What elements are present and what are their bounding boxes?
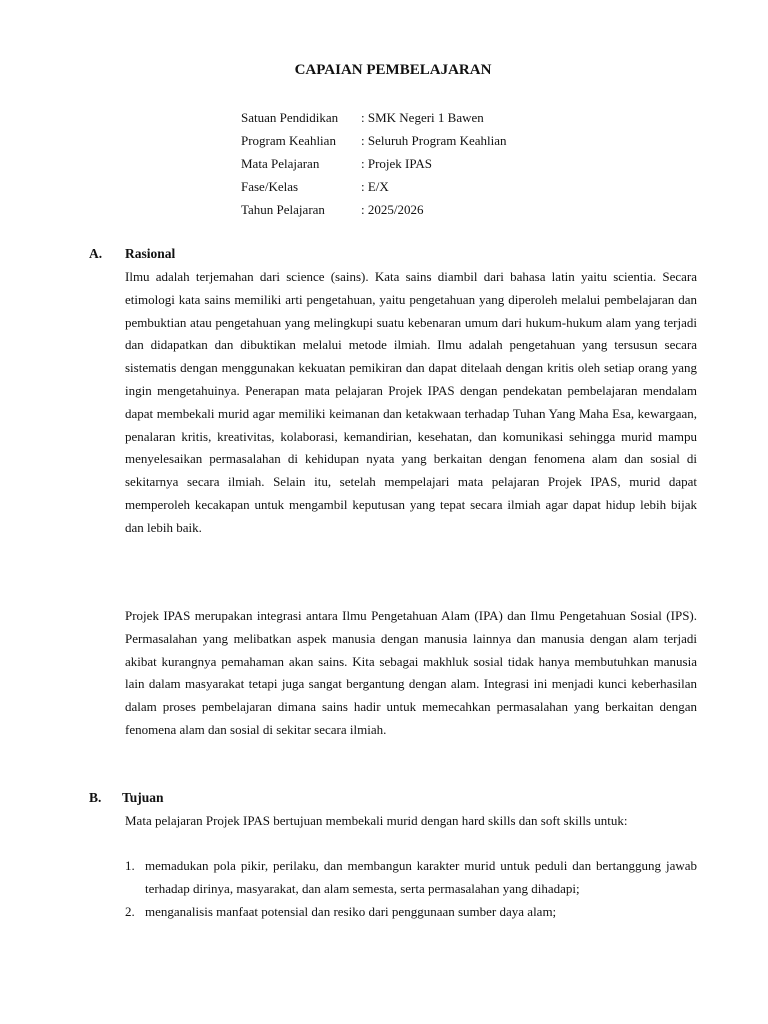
info-label: Mata Pelajaran [241,156,320,171]
tujuan-intro: Mata pelajaran Projek IPAS bertujuan membekali murid dengan hard skills dan soft skills untuk: [125,813,628,828]
info-value: : 2025/2026 [361,202,424,217]
tujuan-list [125,855,697,923]
list-text: menganalisis manfaat potensial dan resiko dari penggunaan sumber daya alam; [145,903,557,919]
info-value: : E/X [361,179,389,194]
section-letter: B. [89,790,102,805]
list-item [125,901,697,924]
section-title: Rasional [125,246,176,261]
info-label: Fase/Kelas [241,179,299,194]
info-row [241,108,507,131]
info-row [241,200,507,223]
list-number: 2. [125,903,135,919]
info-value: : SMK Negeri 1 Bawen [361,110,484,125]
info-row [241,177,507,200]
page-title: CAPAIAN PEMBELAJARAN [294,62,492,78]
rasional-paragraph-1: Ilmu adalah terjemahan dari science (sains). Kata sains diambil dari bahasa latin yaitu scientia. Secara etimologi kata sains memiliki arti pengetahuan, yaitu pengetahuan yang diperoleh melalui pembelajaran dan pembuktian atau pengetahuan yang melingkupi suatu kebenaran umum dari hukum-hukum alam yang terjadi dan didapatkan dan dibuktikan melalui metode ilmiah. Ilmu adalah pengetahuan yang tersusun secara sistematis dengan menggunakan kekuatan pemikiran dan dapat ditelaah dengan kritis oleh setiap orang yang ingin mengetahuinya. Penerapan mata pelajaran Projek IPAS dengan pendekatan pembelajaran mendalam dapat membekali murid agar memiliki keimanan dan ketakwaan terhadap Tuhan Yang Maha Esa, kewargaan, penalaran kritis, kreativitas, kolaborasi, kemandirian, kesehatan, dan komunikasi sehingga murid mampu menyelesaikan permasalahan di kehidupan nyata yang berkaitan dengan fenomena alam dan sosial di sekitarnya secara ilmiah. Selain itu, setelah mempelajari mata pelajaran Projek IPAS, murid dapat memperoleh kecakapan untuk mengambil keputusan yang tepat secara ilmiah agar dapat hidup lebih bijak dan lebih baik. [125,269,697,535]
info-label: Program Keahlian [241,133,336,148]
list-text: memadukan pola pikir, perilaku, dan membangun karakter murid untuk peduli dan bertanggung jawab terhadap dirinya, masyarakat, dan alam semesta, serta permasalahan yang dihadapi; [145,858,697,896]
section-letter: A. [89,246,103,261]
info-value: : Seluruh Program Keahlian [361,133,507,148]
info-row [241,154,507,177]
list-item [125,855,697,901]
list-number: 1. [125,858,135,873]
identity-table [241,108,507,223]
info-label: Satuan Pendidikan [241,110,339,125]
info-row [241,131,507,154]
rasional-paragraph-2: Projek IPAS merupakan integrasi antara Ilmu Pengetahuan Alam (IPA) dan Ilmu Pengetahuan Sosial (IPS). Permasalahan yang melibatkan aspek manusia dengan manusia lainnya dan manusia dengan alam terjadi akibat kurangnya pemahaman akan sains. Kita sebagai makhluk sosial tidak hanya membutuhkan manusia lain dalam masyarakat tetapi juga sangat bergantung dengan alam. Integrasi ini menjadi kunci keberhasilan dalam proses pembelajaran dimana sains hadir untuk memecahkan permasalahan yang berkaitan dengan fenomena alam dan sosial di sekitar secara ilmiah. [125,608,697,737]
section-title: Tujuan [122,790,164,805]
info-label: Tahun Pelajaran [241,202,325,217]
info-value: : Projek IPAS [361,156,433,171]
